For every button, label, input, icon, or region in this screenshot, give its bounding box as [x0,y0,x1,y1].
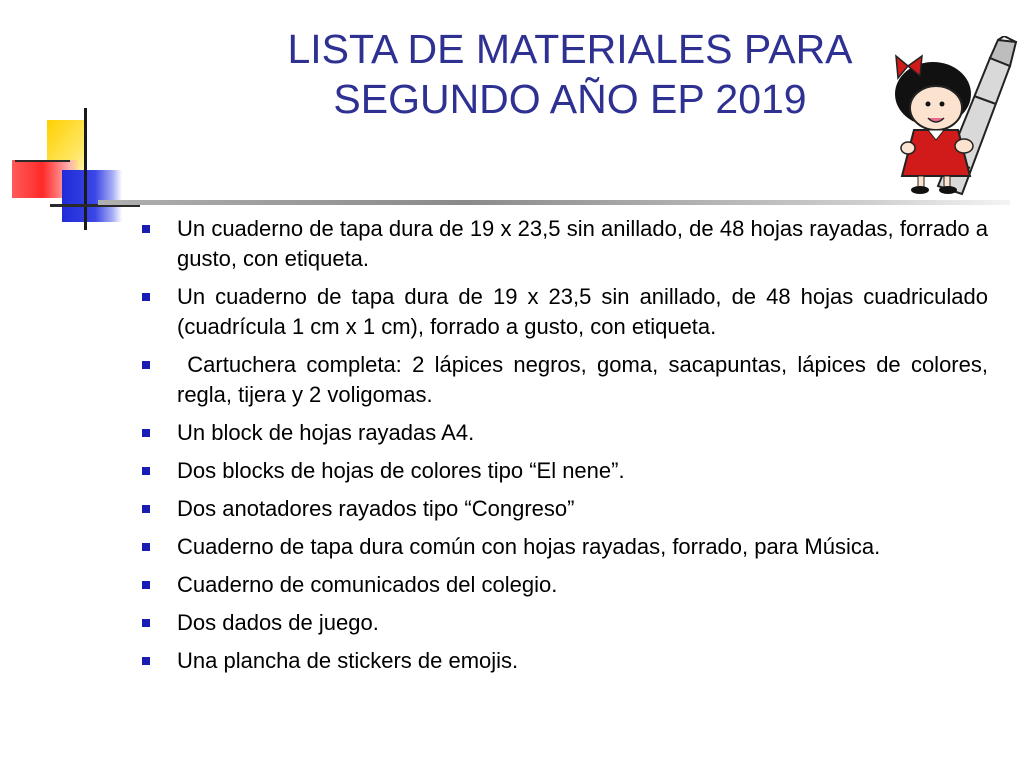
cartoon-girl-with-fountain-pen-icon [878,36,1018,196]
list-item-text: Un cuaderno de tapa dura de 19 x 23,5 sin anillado, de 48 hojas cuadriculado (cuadrícula 1 cm x 1 cm), forrado a gusto, con etiqueta. [177,284,988,339]
square-bullet-icon [142,429,150,437]
decorative-squares [0,100,150,240]
square-bullet-icon [142,619,150,627]
list-item-text: Dos anotadores rayados tipo “Congreso” [177,496,575,521]
blue-square [62,170,122,222]
decorative-line [84,108,87,230]
title-divider [98,200,1010,205]
list-item [136,350,995,410]
square-bullet-icon [142,361,150,369]
square-bullet-icon [142,581,150,589]
square-bullet-icon [142,467,150,475]
list-item-text: Cartuchera completa: 2 lápices negros, goma, sacapuntas, lápices de colores, regla, tijera y 2 voligomas. [177,352,995,407]
square-bullet-icon [142,225,150,233]
list-item-text: Un block de hojas rayadas A4. [177,420,475,445]
slide-title [230,24,910,124]
square-bullet-icon [142,505,150,513]
list-item [136,214,988,274]
square-bullet-icon [142,543,150,551]
square-bullet-icon [142,657,150,665]
slide-title-line-2: SEGUNDO AÑO EP 2019 [333,76,807,122]
list-item-text: Un cuaderno de tapa dura de 19 x 23,5 sin anillado, de 48 hojas rayadas, forrado a gusto, con etiqueta. [177,216,988,271]
list-item-text: Una plancha de stickers de emojis. [177,648,519,673]
list-item-text: Cuaderno de tapa dura común con hojas rayadas, forrado, para Música. [177,534,881,559]
materials-list [136,214,995,684]
list-item-text: Cuaderno de comunicados del colegio. [177,572,558,597]
list-item [136,532,988,562]
list-item [136,494,988,524]
list-item [136,282,988,342]
list-item [136,646,988,676]
list-item-text: Dos blocks de hojas de colores tipo “El nene”. [177,458,625,483]
list-item [136,456,988,486]
list-item [136,570,988,600]
list-item [136,418,988,448]
slide-title-line-1: LISTA DE MATERIALES PARA [287,26,853,72]
list-item-text: Dos dados de juego. [177,610,379,635]
list-item [136,608,988,638]
square-bullet-icon [142,293,150,301]
decorative-line [15,160,70,162]
